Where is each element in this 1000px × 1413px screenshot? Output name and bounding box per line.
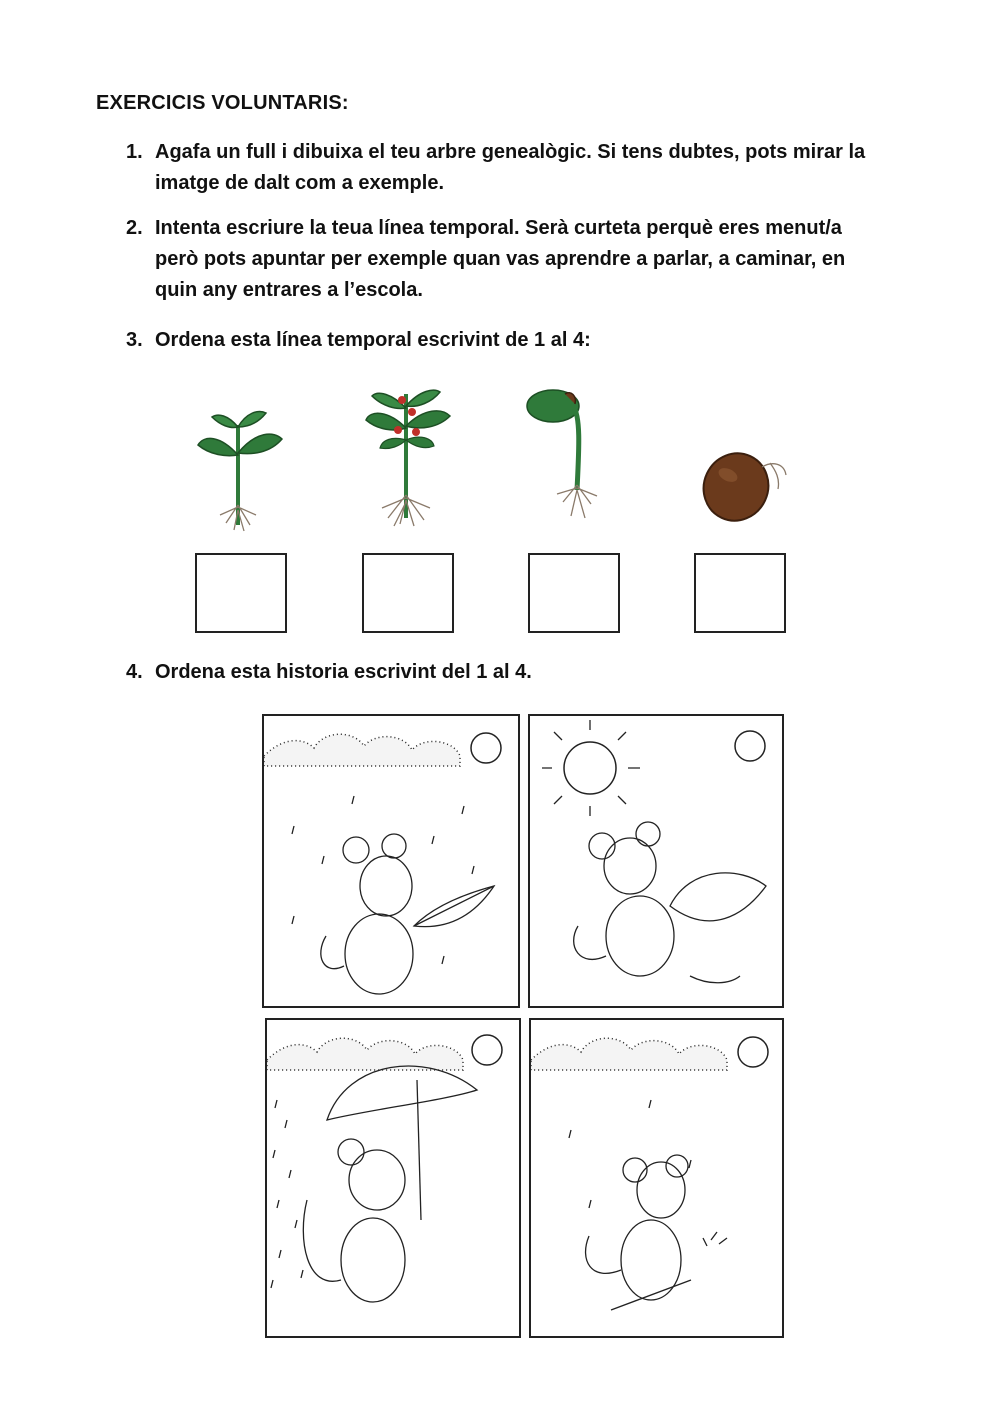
exercise-3-number: 3.: [126, 329, 143, 351]
story-panel-3: [265, 1018, 521, 1338]
rain-umbrella-scene-illustration: [264, 716, 518, 1006]
answer-box-3[interactable]: [528, 553, 620, 633]
sprouting-seed-illustration: [515, 380, 615, 525]
story-panel-2: [528, 714, 784, 1008]
answer-box-4[interactable]: [694, 553, 786, 633]
page-heading: EXERCICIS VOLUNTARIS:: [96, 92, 349, 114]
answer-box-1[interactable]: [195, 553, 287, 633]
exercise-2-number: 2.: [126, 217, 143, 239]
first-drops-scene-illustration: [531, 1020, 782, 1336]
exercise-1-text: Agafa un full i dibuixa el teu arbre genealògic. Si tens dubtes, pots mirar la imatge de dalt com a exemple.: [155, 141, 866, 194]
exercise-2: [126, 213, 886, 306]
bean-seed-illustration: [700, 445, 795, 525]
exercise-4-text: Ordena esta historia escrivint del 1 al 4.: [155, 661, 532, 683]
exercise-3-text: Ordena esta línea temporal escrivint de 1 al 4:: [155, 329, 591, 351]
story-panel-1: [262, 714, 520, 1008]
exercise-1-number: 1.: [126, 141, 143, 163]
exercise-3: [126, 325, 886, 356]
exercise-4-number: 4.: [126, 661, 143, 683]
sun-closing-umbrella-scene-illustration: [530, 716, 782, 1006]
young-plant-illustration: [190, 395, 290, 535]
exercise-2-text: Intenta escriure la teua línea temporal. Serà curteta perquè eres menut/a però pots apuntar per exemple quan vas aprendre a parlar, a caminar, en quin any entrares a l’escola.: [155, 217, 846, 301]
answer-box-2[interactable]: [362, 553, 454, 633]
heavy-rain-umbrella-scene-illustration: [267, 1020, 519, 1336]
exercise-1: [126, 137, 886, 199]
story-panel-4: [529, 1018, 784, 1338]
exercise-4: [126, 657, 886, 688]
flowering-plant-illustration: [358, 380, 458, 530]
